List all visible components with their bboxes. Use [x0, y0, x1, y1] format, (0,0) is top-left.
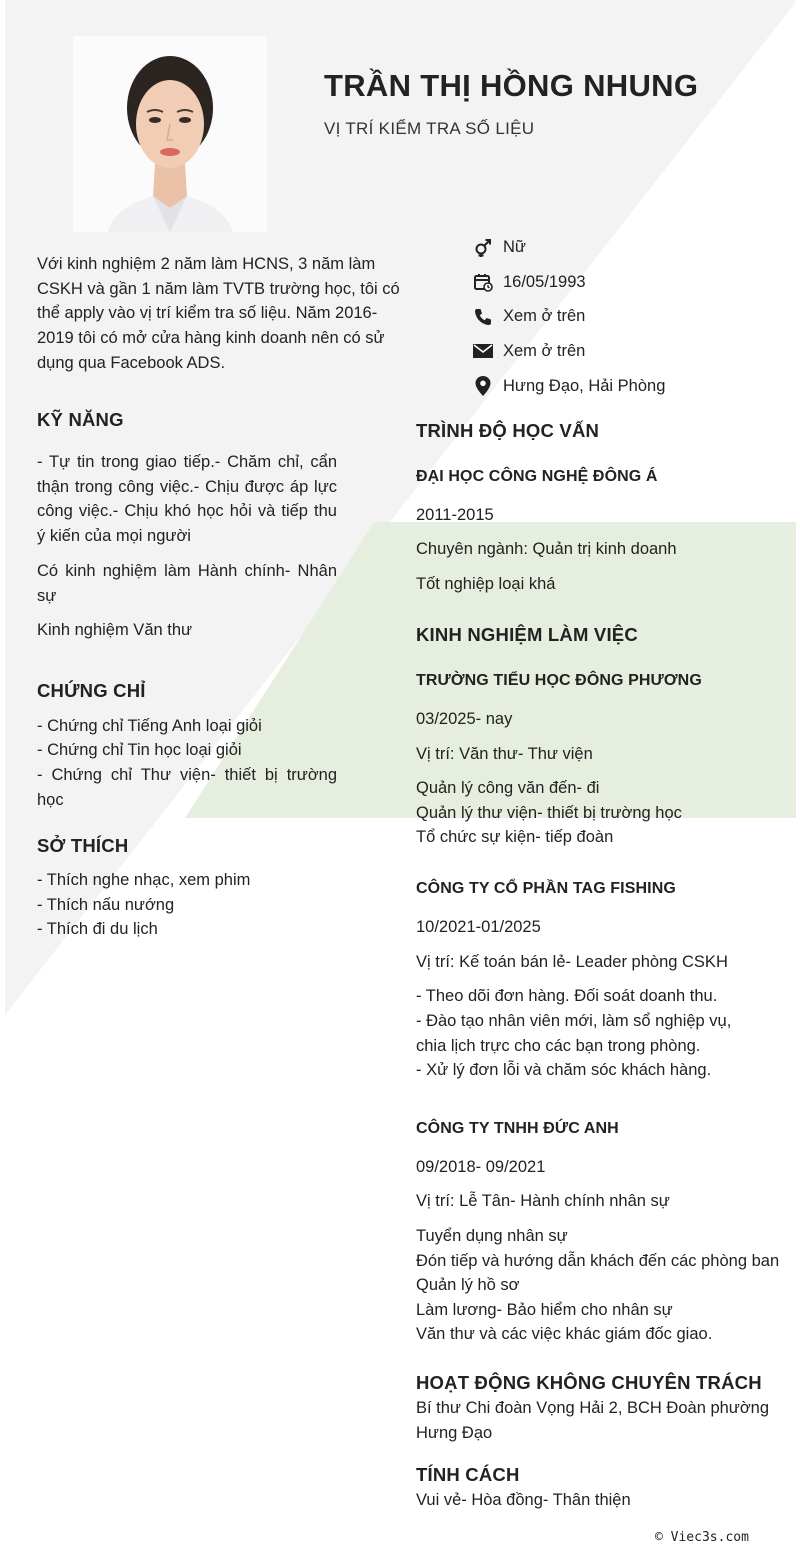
- hobbies-title: SỞ THÍCH: [37, 835, 129, 856]
- job-task: Đón tiếp và hướng dẫn khách đến các phòng ban: [416, 1252, 780, 1270]
- education-title: TRÌNH ĐỘ HỌC VẤN: [416, 420, 600, 441]
- activities-title: HOẠT ĐỘNG KHÔNG CHUYÊN TRÁCH: [416, 1372, 762, 1393]
- hobby-item: - Thích đi du lịch: [37, 920, 158, 938]
- job-task: Văn thư và các việc khác giám đốc giao.: [416, 1325, 713, 1343]
- job-company: CÔNG TY TNHH ĐỨC ANH: [416, 1120, 619, 1137]
- location-pin-icon: [472, 375, 494, 397]
- education-period: 2011-2015: [416, 506, 494, 524]
- activities-text: Bí thư Chi đoàn Vọng Hải 2, BCH Đoàn phường Hưng Đạo: [416, 1399, 770, 1442]
- profile-photo: [73, 36, 267, 232]
- calendar-icon: [472, 271, 494, 293]
- phone-icon: [472, 306, 494, 328]
- job-task: - Xử lý đơn lỗi và chăm sóc khách hàng.: [416, 1061, 712, 1079]
- birthday-value: 16/05/1993: [503, 272, 586, 291]
- job-task: Tuyển dụng nhân sự: [416, 1227, 568, 1245]
- personality-text: Vui vẻ- Hòa đồng- Thân thiện: [416, 1491, 631, 1509]
- experience-title: KINH NGHIỆM LÀM VIỆC: [416, 624, 638, 645]
- email-icon: [472, 340, 494, 362]
- job-company: TRƯỜNG TIỂU HỌC ĐÔNG PHƯƠNG: [416, 672, 702, 689]
- job-task: Làm lương- Bảo hiểm cho nhân sự: [416, 1301, 673, 1319]
- job-role: Vị trí: Lễ Tân- Hành chính nhân sự: [416, 1192, 670, 1210]
- certificate-item: - Chứng chỉ Tiếng Anh loại giỏi: [37, 717, 262, 735]
- contact-info: [472, 230, 792, 403]
- education-major: Chuyên ngành: Quản trị kinh doanh: [416, 540, 677, 558]
- contact-row-phone: [472, 299, 792, 334]
- job-task: Tổ chức sự kiện- tiếp đoàn: [416, 828, 614, 846]
- footer-watermark: © Viec3s.com: [655, 1530, 749, 1545]
- target-position: VỊ TRÍ KIỂM TRA SỐ LIỆU: [324, 119, 535, 138]
- skills-item: Kinh nghiệm Văn thư: [37, 621, 193, 639]
- contact-row-email: [472, 334, 792, 369]
- job-role: Vị trí: Văn thư- Thư viện: [416, 745, 593, 763]
- skills-item: Có kinh nghiệm làm Hành chính- Nhân sự: [37, 562, 337, 605]
- certificates-title: CHỨNG CHỈ: [37, 680, 146, 701]
- education-school: ĐẠI HỌC CÔNG NGHỆ ĐÔNG Á: [416, 468, 658, 485]
- job-period: 03/2025- nay: [416, 710, 513, 728]
- contact-row-birthday: [472, 265, 792, 300]
- job-task: Quản lý hồ sơ: [416, 1276, 520, 1294]
- address-value: Hưng Đạo, Hải Phòng: [503, 376, 666, 395]
- job-task: Quản lý công văn đến- đi: [416, 779, 600, 797]
- job-task: Quản lý thư viện- thiết bị trường học: [416, 804, 682, 822]
- certificate-item: - Chứng chỉ Thư viện- thiết bị trường học: [37, 766, 337, 809]
- contact-row-gender: [472, 230, 792, 265]
- gender-icon: [472, 236, 494, 258]
- skills-item: - Tự tin trong giao tiếp.- Chăm chỉ, cẩn thận trong công việc.- Chịu được áp lực công việc.- Chịu khó học hỏi và tiếp thu ý kiến của mọi người: [37, 453, 337, 546]
- job-period: 09/2018- 09/2021: [416, 1158, 546, 1176]
- hobby-item: - Thích nấu nướng: [37, 896, 175, 914]
- job-role: Vị trí: Kế toán bán lẻ- Leader phòng CSKH: [416, 953, 728, 971]
- job-task: - Theo dõi đơn hàng. Đối soát doanh thu.: [416, 987, 718, 1005]
- education-grade: Tốt nghiệp loại khá: [416, 575, 556, 593]
- gender-value: Nữ: [503, 237, 526, 256]
- job-period: 10/2021-01/2025: [416, 918, 541, 936]
- phone-value: Xem ở trên: [503, 307, 586, 326]
- personality-title: TÍNH CÁCH: [416, 1464, 520, 1485]
- contact-row-address: [472, 369, 792, 404]
- skills-title: KỸ NĂNG: [37, 409, 124, 430]
- hobby-item: - Thích nghe nhạc, xem phim: [37, 871, 251, 889]
- email-value: Xem ở trên: [503, 341, 586, 360]
- job-company: CÔNG TY CỔ PHẦN TAG FISHING: [416, 880, 676, 897]
- candidate-name: TRẦN THỊ HỒNG NHUNG: [324, 68, 699, 103]
- career-summary: Với kinh nghiệm 2 năm làm HCNS, 3 năm làm CSKH và gần 1 năm làm TVTB trường học, tôi có thể apply vào vị trí kiểm tra số liệu. Năm 2016-2019 tôi có mở cửa hàng kinh doanh nên có sử dụng qua Facebook ADS.: [37, 255, 400, 372]
- job-task: chia lịch trực cho các bạn trong phòng.: [416, 1037, 701, 1055]
- job-task: - Đào tạo nhân viên mới, làm sổ nghiệp vụ,: [416, 1012, 732, 1030]
- certificate-item: - Chứng chỉ Tin học loại giỏi: [37, 741, 242, 759]
